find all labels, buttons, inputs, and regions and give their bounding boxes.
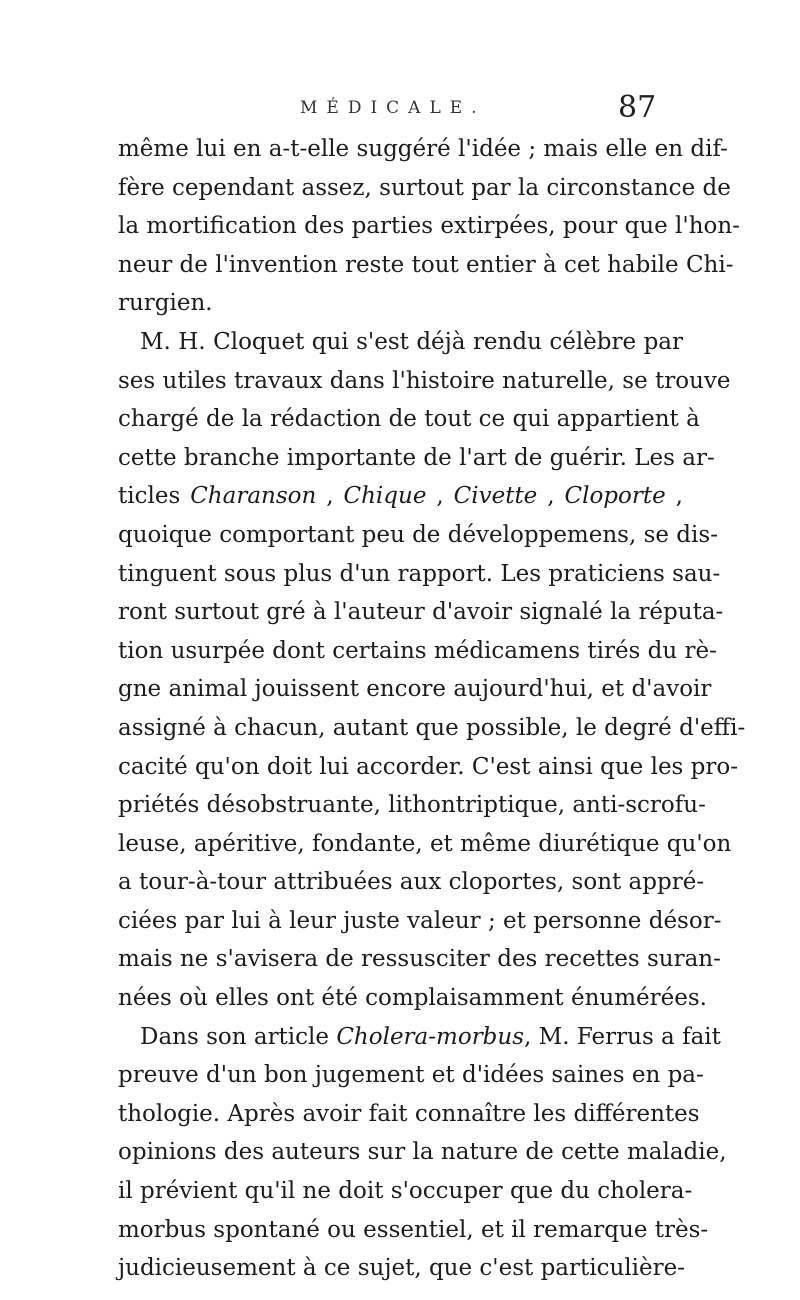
text-line: preuve d'un bon jugement et d'idées saines en pa- — [118, 1062, 704, 1089]
running-head: MÉDICALE. — [300, 98, 486, 118]
text-line: a tour-à-tour attribuées aux cloportes, sont appré- — [118, 869, 705, 896]
text-line: opinions des auteurs sur la nature de cette maladie, — [118, 1139, 727, 1166]
text-line-cholera — [118, 1018, 721, 1057]
article-title: Civette — [453, 483, 538, 510]
text-fragment: , — [426, 483, 454, 510]
text-line: judicieusement à ce sujet, que c'est particulière- — [118, 1255, 685, 1282]
text-line: nées où elles ont été complaisamment énumérées. — [118, 985, 707, 1012]
text-line: mais ne s'avisera de ressusciter des recettes suran- — [118, 946, 721, 973]
text-fragment: , M. Ferrus a fait — [524, 1023, 721, 1050]
text-line: priétés désobstruante, lithontriptique, anti-scrofu- — [118, 792, 706, 819]
text-line: la mortification des parties extirpées, pour que l'hon- — [118, 213, 740, 240]
text-fragment: Dans son article — [140, 1023, 337, 1050]
article-title: Cloporte — [564, 483, 666, 510]
text-line: leuse, apéritive, fondante, et même diurétique qu'on — [118, 830, 732, 857]
text-line: cacité qu'on doit lui accorder. C'est ainsi que les pro- — [118, 753, 739, 780]
article-title: Chique — [343, 483, 427, 510]
text-fragment: ticles — [118, 483, 191, 510]
text-line: tinguent sous plus d'un rapport. Les praticiens sau- — [118, 560, 721, 587]
text-line: chargé de la rédaction de tout ce qui appartient à — [118, 406, 700, 433]
text-line: gne animal jouissent encore aujourd'hui, et d'avoir — [118, 676, 712, 703]
text-line: tion usurpée dont certains médicamens tirés du rè- — [118, 637, 717, 664]
body-text — [118, 130, 746, 1288]
text-line: ront surtout gré à l'auteur d'avoir signalé la réputa- — [118, 599, 724, 626]
text-line: ciées par lui à leur juste valeur ; et personne désor- — [118, 907, 722, 934]
text-line: rurgien. — [118, 290, 213, 317]
text-line: cette branche importante de l'art de guérir. Les ar- — [118, 444, 715, 471]
text-line: M. H. Cloquet qui s'est déjà rendu célèbre par — [140, 328, 683, 355]
text-fragment: , — [665, 483, 683, 510]
text-fragment: , — [537, 483, 565, 510]
text-line: assigné à chacun, autant que possible, le degré d'effi- — [118, 714, 746, 741]
text-line: fère cependant assez, surtout par la circonstance de — [118, 174, 731, 201]
text-line: il prévient qu'il ne doit s'occuper que du cholera- — [118, 1178, 693, 1205]
text-line: ses utiles travaux dans l'histoire naturelle, se trouve — [118, 367, 731, 394]
text-line: morbus spontané ou essentiel, et il remarque très- — [118, 1216, 709, 1243]
text-line: même lui en a-t-elle suggéré l'idée ; mais elle en dif- — [118, 136, 728, 162]
text-line: neur de l'invention reste tout entier à cet habile Chi- — [118, 251, 734, 278]
article-title: Cholera-morbus — [336, 1023, 525, 1050]
article-title: Charanson — [190, 483, 317, 510]
page-number: 87 — [618, 90, 657, 125]
text-line: thologie. Après avoir fait connaître les différentes — [118, 1100, 700, 1127]
text-line-articles — [118, 477, 683, 516]
text-fragment: , — [316, 483, 344, 510]
text-line: quoique comportant peu de développemens, se dis- — [118, 521, 718, 548]
